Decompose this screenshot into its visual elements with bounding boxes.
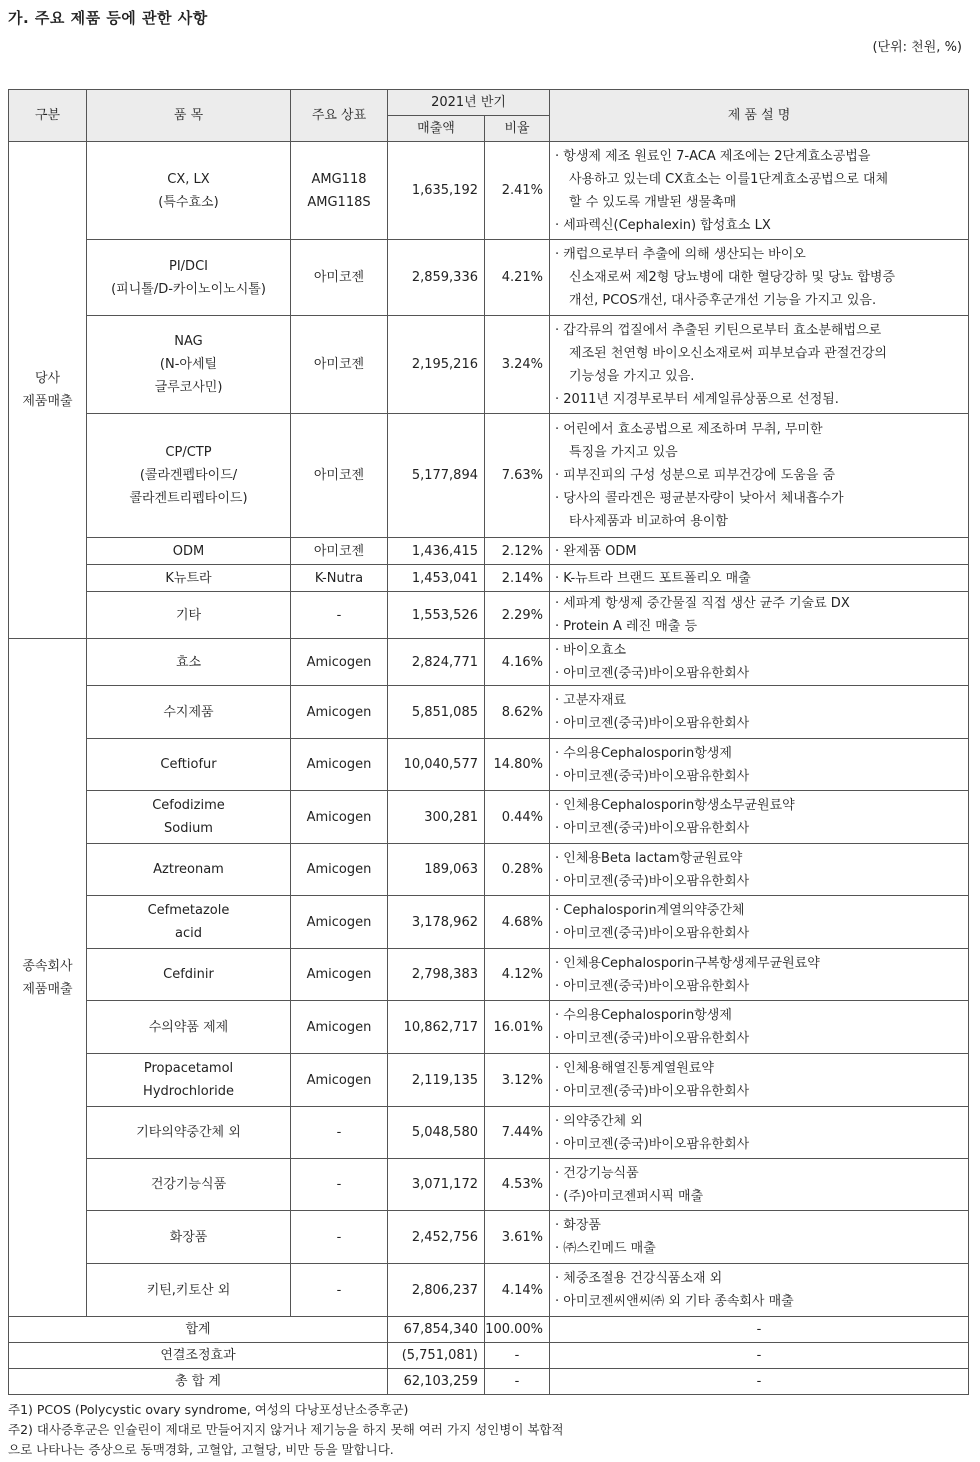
sales-amount: 2,195,216 [388, 316, 485, 414]
description-line: · 아미코젠(중국)바이오팜유한회사 [555, 768, 750, 784]
total-row [9, 1343, 969, 1369]
brand-name [291, 1264, 388, 1317]
product-name [87, 791, 291, 844]
description-line: · 항생제 제조 원료인 7-ACA 제조에는 2단계효소공법을 [555, 148, 871, 164]
total-description: - [550, 1317, 969, 1343]
sales-ratio: 2.14% [485, 565, 550, 592]
product-description [550, 414, 969, 538]
product-name [87, 686, 291, 739]
product-description [550, 639, 969, 686]
group-line: 종속회사 [22, 958, 73, 974]
product-name-line: 화장품 [169, 1229, 208, 1245]
description-line: · 2011년 지경부로부터 세계일류상품으로 선정됨. [555, 391, 839, 407]
product-name-line: (피니톨/D-카이노이노시톨) [111, 281, 266, 297]
description-line: 타사제품과 비교하여 용이함 [569, 514, 728, 529]
product-name [87, 316, 291, 414]
brand-name [291, 240, 388, 316]
brand-line: - [336, 1125, 342, 1140]
sales-ratio: 4.53% [485, 1159, 550, 1211]
product-description [550, 1211, 969, 1264]
sales-amount: 5,177,894 [388, 414, 485, 538]
table-row [9, 1001, 969, 1054]
table-row [9, 592, 969, 639]
description-line: · K-뉴트라 브랜드 포트폴리오 매출 [555, 570, 751, 586]
description-line: 특징을 가지고 있음 [569, 445, 678, 460]
sales-amount: 300,281 [388, 791, 485, 844]
product-name-line: Sodium [164, 821, 213, 836]
description-line: · 아미코젠(중국)바이오팜유한회사 [555, 716, 750, 731]
description-line: · 아미코젠씨앤씨㈜ 외 기타 종속회사 매출 [555, 1294, 794, 1309]
brand-line: 아미코젠 [313, 357, 365, 372]
description-line: · 아미코젠(중국)바이오팜유한회사 [555, 926, 750, 941]
description-line: · 수의용Cephalosporin항생제 [555, 1008, 732, 1023]
sales-ratio: 4.16% [485, 639, 550, 686]
sales-ratio: 7.44% [485, 1107, 550, 1159]
product-name [87, 1054, 291, 1107]
table-row [9, 1159, 969, 1211]
product-name-line: Ceftiofur [160, 757, 217, 772]
brand-line: Amicogen [306, 757, 372, 772]
brand-name [291, 949, 388, 1001]
product-name [87, 1159, 291, 1211]
sales-amount: 2,859,336 [388, 240, 485, 316]
footnote: 주1) PCOS (Polycystic ovary syndrome, 여성의 다낭포성난소증후군) [8, 1402, 409, 1417]
total-ratio: 100.00% [485, 1317, 550, 1343]
header-brand: 주요 상표 [291, 90, 388, 142]
sales-ratio: 8.62% [485, 686, 550, 739]
description-line: · 체중조절용 건강식품소재 외 [555, 1271, 723, 1286]
product-description [550, 1054, 969, 1107]
sales-amount: 2,806,237 [388, 1264, 485, 1317]
product-description [550, 316, 969, 414]
sales-amount: 189,063 [388, 844, 485, 896]
sales-ratio: 2.41% [485, 142, 550, 240]
brand-name [291, 844, 388, 896]
description-line: 개선, PCOS개선, 대사증후군개선 기능을 가지고 있음. [569, 293, 877, 308]
brand-name [291, 739, 388, 791]
description-line: · 어린에서 효소공법으로 제조하며 무취, 무미한 [555, 422, 823, 437]
table-row [9, 316, 969, 414]
product-description [550, 1159, 969, 1211]
description-line: · 아미코젠(중국)바이오팜유한회사 [555, 1084, 750, 1099]
description-line: · 아미코젠(중국)바이오팜유한회사 [555, 978, 750, 994]
product-description [550, 739, 969, 791]
description-line: · 건강기능식품 [555, 1165, 639, 1181]
brand-line: Amicogen [306, 809, 372, 825]
table-row [9, 896, 969, 949]
sales-ratio: 16.01% [485, 1001, 550, 1054]
table-body [9, 142, 969, 1395]
description-line: · 인체용Beta lactam항균원료약 [555, 850, 743, 866]
table-row [9, 142, 969, 240]
product-name [87, 896, 291, 949]
brand-line: K-Nutra [314, 570, 364, 586]
product-name-line: 키틴,키토산 외 [146, 1282, 231, 1298]
table-row [9, 538, 969, 565]
product-name-line: ODM [172, 543, 205, 559]
sales-amount: 10,862,717 [388, 1001, 485, 1054]
brand-line: - [336, 1229, 342, 1245]
product-name [87, 639, 291, 686]
product-name [87, 565, 291, 592]
product-description [550, 1107, 969, 1159]
table-row [9, 844, 969, 896]
brand-name [291, 1001, 388, 1054]
description-line: · 수의용Cephalosporin항생제 [555, 745, 732, 761]
description-line: · 인체용Cephalosporin항생소무균원료약 [555, 798, 795, 813]
sales-amount: 1,453,041 [388, 565, 485, 592]
total-sales: (5,751,081) [388, 1343, 485, 1369]
product-name-line: 수의약품 제제 [148, 1019, 229, 1035]
description-line: · (주)아미코젠퍼시픽 매출 [555, 1188, 704, 1204]
product-name-line: acid [175, 926, 202, 941]
brand-name [291, 791, 388, 844]
description-line: · 고분자재료 [555, 693, 627, 708]
brand-name [291, 1054, 388, 1107]
description-line: · 당사의 콜라겐은 평균분자량이 낮아서 체내흡수가 [555, 491, 844, 506]
product-name [87, 538, 291, 565]
description-line: · 세파렉신(Cephalexin) 합성효소 LX [555, 217, 771, 233]
sales-amount: 5,851,085 [388, 686, 485, 739]
description-line: · ㈜스킨메드 매출 [555, 1241, 656, 1256]
header-ratio: 비율 [485, 116, 550, 142]
total-label: 총 합 계 [9, 1369, 388, 1395]
brand-name [291, 1107, 388, 1159]
header-category: 구분 [9, 90, 87, 142]
sales-amount: 1,436,415 [388, 538, 485, 565]
brand-line: 아미코젠 [313, 270, 365, 285]
table-row [9, 565, 969, 592]
total-label: 합계 [9, 1317, 388, 1343]
description-line: 신소재로써 제2형 당뇨병에 대한 혈당강하 및 당뇨 합병증 [569, 270, 896, 285]
group-own-products [9, 142, 87, 639]
sales-amount: 2,119,135 [388, 1054, 485, 1107]
group-subsidiary-products [9, 639, 87, 1317]
sales-amount: 2,452,756 [388, 1211, 485, 1264]
brand-line: Amicogen [306, 1019, 372, 1035]
brand-name [291, 639, 388, 686]
brand-line: Amicogen [306, 914, 372, 930]
sales-ratio: 2.29% [485, 592, 550, 639]
description-line: · 아미코젠(중국)바이오팜유한회사 [555, 821, 750, 836]
section-title: 가. 주요 제품 등에 관한 사항 [8, 9, 208, 27]
product-name [87, 739, 291, 791]
sales-ratio: 0.44% [485, 791, 550, 844]
description-line: · 아미코젠(중국)바이오팜유한회사 [555, 1031, 750, 1046]
brand-name [291, 1159, 388, 1211]
brand-name [291, 686, 388, 739]
description-line: 제조된 천연형 바이오신소재로써 피부보습과 관절건강의 [569, 345, 887, 361]
product-description [550, 142, 969, 240]
description-line: · 세파계 항생제 중간물질 직접 생산 균주 기술료 DX [555, 596, 850, 611]
brand-line: AMG118S [307, 194, 371, 210]
product-description [550, 565, 969, 592]
table-row [9, 240, 969, 316]
table-row [9, 1054, 969, 1107]
product-description [550, 949, 969, 1001]
brand-line: AMG118 [311, 171, 367, 187]
product-name-line: 기타 [175, 607, 202, 623]
sales-ratio: 0.28% [485, 844, 550, 896]
description-line: · 아미코젠(중국)바이오팜유한회사 [555, 666, 750, 681]
total-description: - [550, 1369, 969, 1395]
description-line: · 피부진피의 구성 성분으로 피부건강에 도움을 줌 [555, 468, 836, 483]
description-line: · 바이오효소 [555, 643, 627, 658]
group-line: 제품매출 [22, 394, 73, 409]
table-row [9, 686, 969, 739]
description-line: · 인체용해열진통계열원료약 [555, 1061, 714, 1076]
sales-amount: 5,048,580 [388, 1107, 485, 1159]
table-row [9, 791, 969, 844]
product-description [550, 592, 969, 639]
total-ratio: - [485, 1369, 550, 1395]
product-name [87, 1001, 291, 1054]
total-ratio: - [485, 1343, 550, 1369]
product-name-line: PI/DCI [169, 258, 208, 274]
brand-name [291, 316, 388, 414]
brand-name [291, 565, 388, 592]
sales-amount: 1,635,192 [388, 142, 485, 240]
sales-ratio: 4.12% [485, 949, 550, 1001]
product-name [87, 414, 291, 538]
product-name-line: Aztreonam [153, 862, 224, 877]
brand-name [291, 538, 388, 565]
header-sales: 매출액 [388, 116, 485, 142]
description-line: · 의약중간체 외 [555, 1113, 643, 1129]
brand-line: 아미코젠 [313, 468, 365, 483]
table-row [9, 639, 969, 686]
brand-line: - [336, 607, 342, 623]
group-line: 당사 [34, 371, 61, 386]
brand-name [291, 592, 388, 639]
description-line: · 갑각류의 껍질에서 추출된 키틴으로부터 효소분해법으로 [555, 322, 882, 338]
total-row [9, 1369, 969, 1395]
product-name-line: K뉴트라 [165, 570, 212, 586]
total-sales: 62,103,259 [388, 1369, 485, 1395]
brand-line: - [336, 1177, 342, 1192]
product-name-line: 기타의약중간체 외 [136, 1125, 241, 1140]
product-name [87, 844, 291, 896]
product-name-line: Propacetamol [143, 1061, 234, 1076]
product-name [87, 949, 291, 1001]
product-name [87, 240, 291, 316]
product-name [87, 592, 291, 639]
product-name [87, 1211, 291, 1264]
product-description [550, 538, 969, 565]
sales-ratio: 4.14% [485, 1264, 550, 1317]
product-description [550, 1264, 969, 1317]
table-row [9, 1107, 969, 1159]
description-line: · 아미코젠(중국)바이오팜유한회사 [555, 1136, 750, 1152]
header-description: 제 품 설 명 [550, 90, 969, 142]
sales-amount: 1,553,526 [388, 592, 485, 639]
product-name-line: 건강기능식품 [150, 1177, 227, 1192]
product-name-line: Cefdinir [163, 967, 214, 982]
brand-line: 아미코젠 [313, 543, 365, 559]
table-row [9, 739, 969, 791]
brand-line: Amicogen [306, 1072, 372, 1088]
brand-line: - [336, 1282, 342, 1298]
description-line: · 인체용Cephalosporin구복항생제무균원료약 [555, 955, 820, 971]
sales-ratio: 3.24% [485, 316, 550, 414]
product-name-line: CX, LX [167, 171, 210, 187]
description-line: 기능성을 가지고 있음. [569, 368, 695, 384]
table-row [9, 1211, 969, 1264]
brand-line: Amicogen [306, 862, 372, 877]
header-item: 품 목 [87, 90, 291, 142]
sales-amount: 10,040,577 [388, 739, 485, 791]
product-name [87, 1264, 291, 1317]
sales-ratio: 14.80% [485, 739, 550, 791]
product-description [550, 791, 969, 844]
sales-amount: 2,824,771 [388, 639, 485, 686]
header-period: 2021년 반기 [388, 90, 550, 116]
brand-name [291, 142, 388, 240]
product-name-line: Cefodizime [152, 798, 225, 813]
footnotes [8, 1400, 564, 1460]
product-name [87, 142, 291, 240]
brand-name [291, 414, 388, 538]
table-row [9, 1264, 969, 1317]
brand-line: Amicogen [306, 967, 372, 982]
description-line: · 아미코젠(중국)바이오팜유한회사 [555, 873, 750, 889]
total-label: 연결조정효과 [9, 1343, 388, 1369]
brand-name [291, 896, 388, 949]
product-name-line: (N-아세틸 [159, 357, 218, 372]
sales-amount: 3,071,172 [388, 1159, 485, 1211]
sales-ratio: 3.61% [485, 1211, 550, 1264]
brand-line: Amicogen [306, 704, 372, 720]
product-name-line: NAG [174, 334, 203, 349]
total-description: - [550, 1343, 969, 1369]
footnote: 으로 나타나는 증상으로 동맥경화, 고혈압, 고혈당, 비만 등을 말합니다. [8, 1442, 394, 1457]
brand-name [291, 1211, 388, 1264]
product-name-line: CP/CTP [165, 445, 212, 460]
sales-ratio: 7.63% [485, 414, 550, 538]
product-description [550, 896, 969, 949]
product-name-line: Hydrochloride [143, 1084, 234, 1099]
sales-ratio: 4.21% [485, 240, 550, 316]
description-line: 사용하고 있는데 CX효소는 이를1단계효소공법으로 대체 [569, 171, 889, 187]
description-line: · 화장품 [555, 1218, 601, 1233]
product-description [550, 240, 969, 316]
total-row [9, 1317, 969, 1343]
description-line: · Cephalosporin계열의약중간체 [555, 903, 745, 918]
products-table [8, 89, 969, 1395]
brand-line: Amicogen [306, 654, 372, 670]
product-description [550, 1001, 969, 1054]
product-name-line: 효소 [175, 654, 202, 670]
description-line: · Protein A 레진 매출 등 [555, 619, 698, 634]
product-name [87, 1107, 291, 1159]
sales-ratio: 3.12% [485, 1054, 550, 1107]
table-row [9, 414, 969, 538]
total-sales: 67,854,340 [388, 1317, 485, 1343]
product-name-line: (콜라겐펩타이드/ [139, 468, 238, 483]
product-description [550, 686, 969, 739]
product-name-line: Cefmetazole [147, 903, 230, 918]
footnote: 주2) 대사증후군은 인슐린이 제대로 만들어지지 않거나 제기능을 하지 못해 여러 가지 성인병이 복합적 [8, 1422, 564, 1437]
product-name-line: 수지제품 [163, 704, 214, 720]
group-line: 제품매출 [22, 981, 73, 997]
description-line: · 캐럽으로부터 추출에 의해 생산되는 바이오 [555, 247, 806, 262]
unit-label: (단위: 천원, %) [872, 40, 962, 55]
product-name-line: 콜라겐트리펩타이드) [129, 491, 248, 506]
product-description [550, 844, 969, 896]
product-name-line: 글루코사민) [154, 380, 223, 395]
description-line: · 완제품 ODM [555, 543, 637, 559]
sales-ratio: 4.68% [485, 896, 550, 949]
sales-amount: 2,798,383 [388, 949, 485, 1001]
table-row [9, 949, 969, 1001]
sales-amount: 3,178,962 [388, 896, 485, 949]
description-line: 할 수 있도록 개발된 생물촉매 [569, 194, 737, 210]
product-name-line: (특수효소) [158, 194, 219, 210]
sales-ratio: 2.12% [485, 538, 550, 565]
